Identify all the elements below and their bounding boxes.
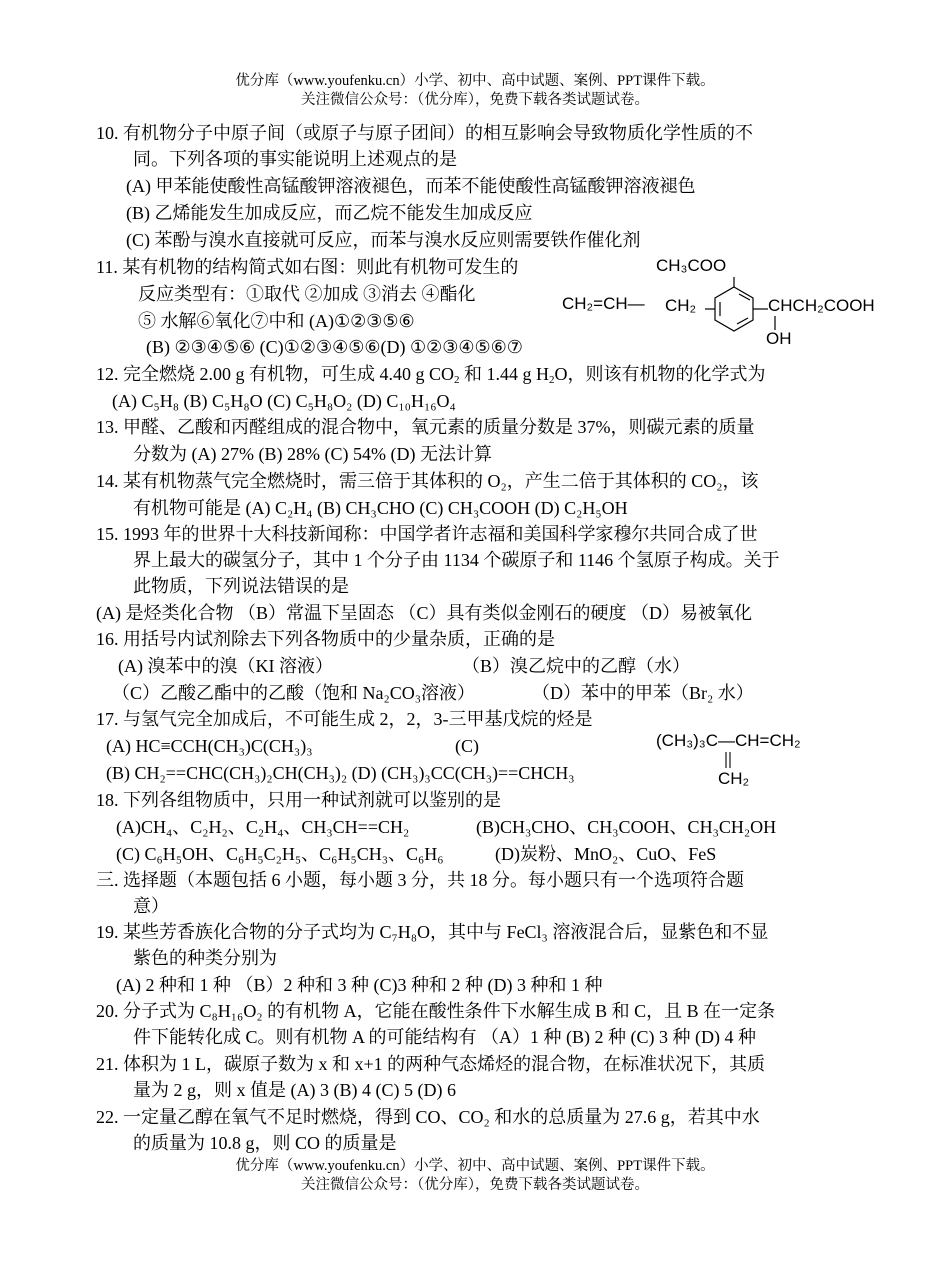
q13-line-1: 13. 甲醛、乙酸和丙醛组成的混合物中，氧元素的质量分数是 37%，则碳元素的质量 [96,417,755,437]
q17-struct-sub: CH₂ [718,769,750,788]
section-3-line-2: 意） [133,896,169,916]
q15-line-1: 15. 1993 年的世界十大科技新闻称：中国学者许志福和美国科学家穆尔共同合成了世 [96,524,758,544]
q12-text-pre: 12. 完全燃烧 2.00 g 有机物，可生成 4.40 g CO [96,364,455,384]
q17-line-1: 17. 与氢气完全加成后，不可能生成 2，2，3-三甲基戊烷的烃是 [96,709,593,729]
q15-line-2: 界上最大的碳氢分子，其中 1 个分子由 1134 个碳原子和 1146 个氢原子构成。关于 [133,550,780,570]
q18-option-a: (A)CH₄、C₂H₂、C₂H₄、CH₃CH==CH₂ [116,817,410,837]
header-line-1: 优分库（www.youfenku.cn）小学、初中、高中试题、案例、PPT课件下载。 [235,73,715,89]
q17-option-a: (A) HC≡CCH(CH₃)C(CH₃)₃ [106,736,313,756]
q16-line-1: 16. 用括号内试剂除去下列各物质中的少量杂质，正确的是 [96,629,555,649]
q11-struct-ch2-label: CH₂ [665,296,697,315]
q22-line-2: 的质量为 10.8 g，则 CO 的质量是 [133,1133,397,1153]
q11-struct-left-label: CH₂=CH— [562,294,645,313]
q14-line-1: 14. 某有机物蒸气完全燃烧时，需三倍于其体积的 O₂，产生二倍于其体积的 CO₂，该 [96,471,759,491]
q11-line-3: ⑤ 水解⑥氧化⑦中和 (A)①②③⑤⑥ [138,311,415,331]
q22-line-1: 22. 一定量乙醇在氧气不足时燃烧，得到 CO、CO₂ 和水的总质量为 27.6 g，若其中水 [96,1107,760,1127]
q11-line-4: (B) ②③④⑤⑥ (C)①②③④⑤⑥(D) ①②③④⑤⑥⑦ [146,337,523,357]
q12-options: (A) C₅H₈ (B) C₅H₈O (C) C₅H₈O₂ (D) C₁₀H₁₆O₄ [112,391,456,411]
q15-options: (A) 是烃类化合物 （B）常温下呈固态 （C）具有类似金刚石的硬度 （D）易被氧化 [96,603,752,623]
q12-sub-1: 2 [454,374,460,386]
q12-sub-2: 2 [549,374,555,386]
q11-struct-top-label: CH₃COO [656,256,727,275]
q19-line-1: 19. 某些芳香族化合物的分子式均为 C₇H₈O，其中与 FeCl₃ 溶液混合后，显紫色和不显 [96,922,769,942]
q21-line-2: 量为 2 g，则 x 值是 (A) 3 (B) 4 (C) 5 (D) 6 [133,1080,456,1100]
q13-line-2: 分数为 (A) 27% (B) 28% (C) 54% (D) 无法计算 [133,444,492,464]
q11-struct-oh-label: OH [766,329,792,348]
q12-text-mid: 和 1.44 g H [459,364,550,384]
q18-line-1: 18. 下列各组物质中，只用一种试剂就可以鉴别的是 [96,790,501,810]
q17-option-c-label: (C) [455,736,479,756]
q17-struct-main: (CH₃)₃C—CH=CH₂ [656,731,801,750]
q17-option-b-d: (B) CH₂==CHC(CH₃)₂CH(CH₃)₂ (D) (CH₃)₃CC(CH₃)==CHCH₃ [106,763,575,783]
q14-line-2: 有机物可能是 (A) C₂H₄ (B) CH₃CHO (C) CH₃COOH (D) C₂H₅OH [133,498,628,518]
q16-option-d: （D）苯中的甲苯（Br₂ 水） [532,683,754,703]
footer-line-1: 优分库（www.youfenku.cn）小学、初中、高中试题、案例、PPT课件下载。 [235,1158,715,1174]
q18-option-d: (D)炭粉、MnO₂、CuO、FeS [495,844,717,864]
q18-option-b: (B)CH₃CHO、CH₃COOH、CH₃CH₂OH [476,817,777,837]
page-footer [0,1157,950,1195]
q18-option-c: (C) C₆H₅OH、C₆H₅C₂H₅、C₆H₅CH₃、C₆H₆ [116,844,444,864]
q20-line-1: 20. 分子式为 C₈H₁₆O₂ 的有机物 A，它能在酸性条件下水解生成 B 和 C，且 B 在一定条 [96,1001,776,1021]
q15-line-3: 此物质，下列说法错误的是 [133,576,349,596]
q16-option-b: （B）溴乙烷中的乙醇（水） [462,656,691,676]
header-line-2: 关注微信公众号：（优分库），免费下载各类试题试卷。 [301,92,649,108]
q16-option-c: （C）乙酸乙酯中的乙酸（饱和 Na₂CO₃溶液） [112,683,476,703]
footer-line-2: 关注微信公众号：（优分库），免费下载各类试题试卷。 [301,1177,649,1193]
q12-question [96,363,766,385]
q20-line-2: 件下能转化成 C。则有机物 A 的可能结构有 （A）1 种 (B) 2 种 (C) 3 种 (D) 4 种 [133,1027,756,1047]
q12-text-post: O，则该有机物的化学式为 [554,364,766,384]
q16-option-a: (A) 溴苯中的溴（KI 溶液） [118,656,333,676]
page-header [0,72,950,110]
q11-line-2: 反应类型有：①取代 ②加成 ③消去 ④酯化 [138,284,476,304]
section-3-line-1: 三. 选择题（本题包括 6 小题，每小题 3 分，共 18 分。每小题只有一个选项符合题 [96,870,744,890]
q19-options: (A) 2 种和 1 种 （B）2 种和 3 种 (C)3 种和 2 种 (D) 3 种和 1 种 [116,975,603,995]
q10-option-a: (A) 甲苯能使酸性高锰酸钾溶液褪色，而苯不能使酸性高锰酸钾溶液褪色 [126,176,696,196]
q11-line-1: 11. 某有机物的结构简式如右图：则此有机物可发生的 [96,257,519,277]
q10-option-b: (B) 乙烯能发生加成反应，而乙烷不能发生加成反应 [126,203,533,223]
q11-struct-right-label: CHCH₂COOH [768,296,875,315]
q21-line-1: 21. 体积为 1 L，碳原子数为 x 和 x+1 的两种气态烯烃的混合物，在标准状况下，其质 [96,1054,766,1074]
q10-line-1: 10. 有机物分子中原子间（或原子与原子团间）的相互影响会导致物质化学性质的不 [96,123,753,143]
q10-line-2: 同。下列各项的事实能说明上述观点的是 [133,149,457,169]
q10-option-c: (C) 苯酚与溴水直接就可反应，而苯与溴水反应则需要铁作催化剂 [126,230,641,250]
q19-line-2: 紫色的种类分别为 [133,948,277,968]
